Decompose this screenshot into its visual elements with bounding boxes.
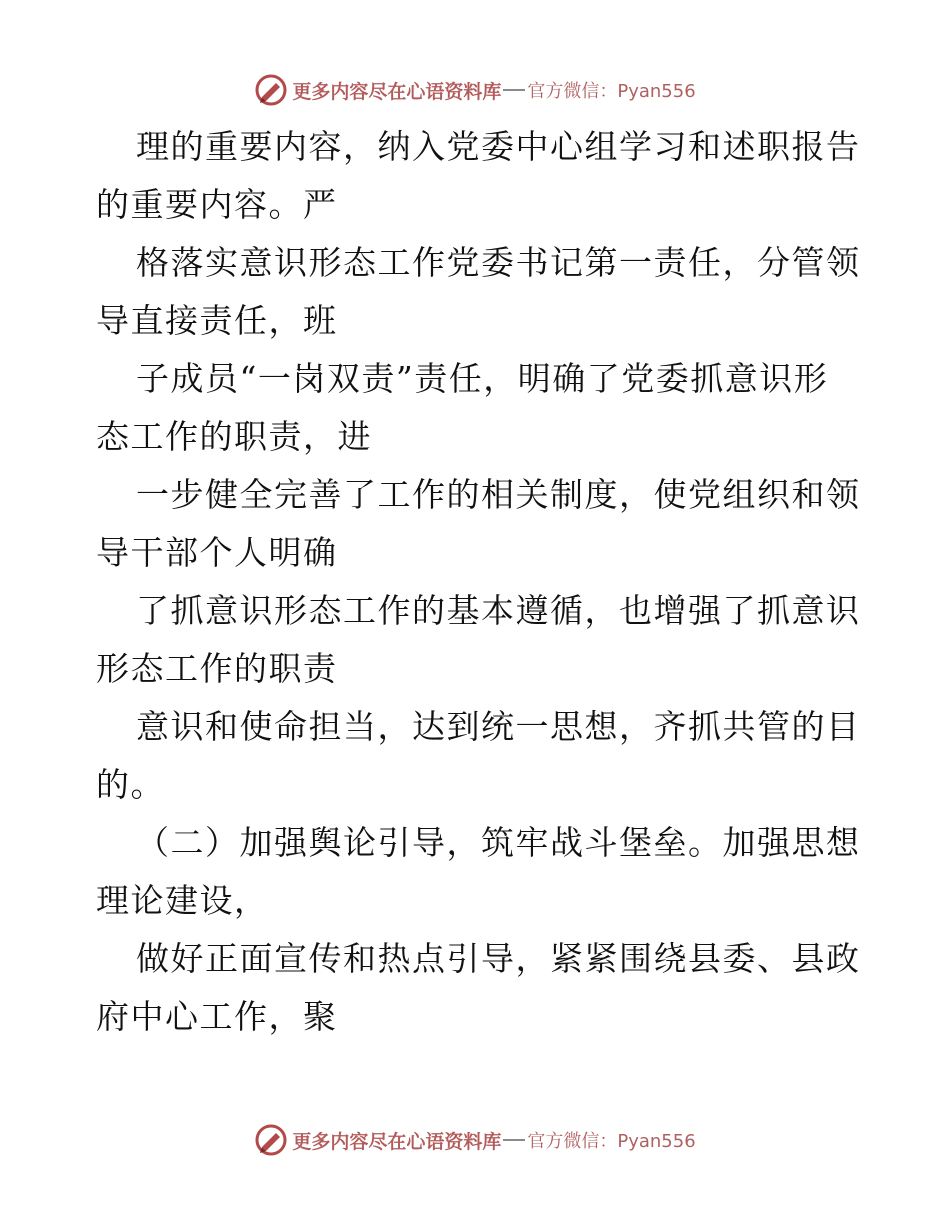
text-line: 的。 — [96, 765, 165, 804]
text-line: 府中心工作，聚 — [96, 997, 338, 1036]
pen-logo-icon — [254, 73, 288, 107]
text-line: 了抓意识形态工作的基本遵循，也增强了抓意识 — [136, 591, 861, 630]
text-line: 理论建设， — [96, 881, 269, 920]
header-banner-dash — [503, 89, 525, 91]
header-banner-text: 更多内容尽在心语资料库 — [292, 80, 502, 103]
text-line: 理的重要内容，纳入党委中心组学习和述职报告 — [136, 127, 861, 166]
text-line: 的重要内容。严 — [96, 185, 338, 224]
header-banner — [0, 70, 950, 110]
text-line: 一步健全完善了工作的相关制度，使党组织和领 — [136, 475, 861, 514]
text-line: 子成员“一岗双责”责任，明确了党委抓意识形 — [136, 359, 829, 398]
text-line: 做好正面宣传和热点引导，紧紧围绕县委、县政 — [136, 939, 861, 978]
footer-banner-text: 更多内容尽在心语资料库 — [292, 1130, 502, 1153]
text-line: 导干部个人明确 — [96, 533, 338, 572]
footer-banner — [0, 1120, 950, 1160]
text-line: 态工作的职责，进 — [96, 417, 372, 456]
pen-logo-icon — [254, 1123, 288, 1157]
text-line: （二）加强舆论引导，筑牢战斗堡垒。加强思想 — [136, 823, 861, 862]
document-body — [96, 118, 861, 1046]
text-line: 导直接责任，班 — [96, 301, 338, 340]
footer-wechat-label: 官方微信：Pyan556 — [527, 1131, 696, 1152]
header-wechat-label: 官方微信：Pyan556 — [527, 81, 696, 102]
footer-banner-dash — [503, 1139, 525, 1141]
text-line: 格落实意识形态工作党委书记第一责任，分管领 — [136, 243, 861, 282]
text-line: 形态工作的职责 — [96, 649, 338, 688]
text-line: 意识和使命担当，达到统一思想，齐抓共管的目 — [136, 707, 861, 746]
